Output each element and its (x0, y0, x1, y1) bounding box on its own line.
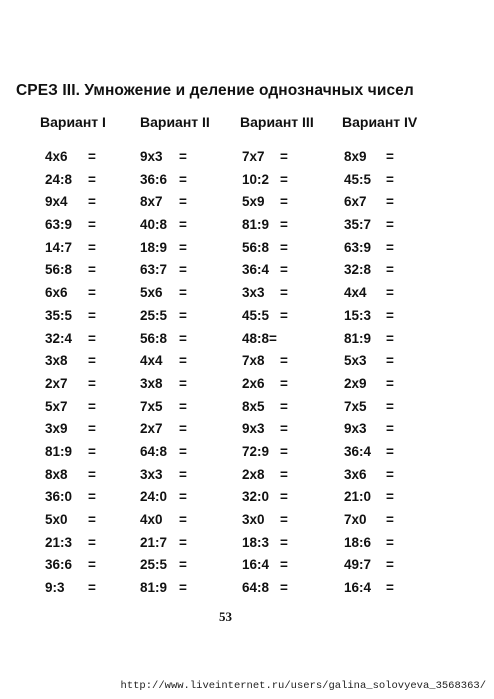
exercise-expression: 9:3 (45, 580, 65, 596)
equals-sign: = (179, 262, 187, 278)
exercise-expression: 3x9 (45, 421, 68, 437)
exercise-row (344, 259, 394, 282)
exercise-expression: 8x5 (242, 398, 265, 414)
equals-sign: = (88, 307, 96, 323)
equals-sign: = (280, 262, 288, 278)
equals-sign: = (280, 580, 288, 596)
exercise-row (140, 577, 187, 600)
exercise-row (45, 259, 96, 282)
exercise-expression: 64:8 (242, 580, 270, 596)
exercise-expression: 21:0 (344, 489, 372, 505)
exercise-row (140, 328, 187, 351)
exercise-row (45, 486, 96, 509)
equals-sign: = (88, 194, 96, 210)
exercise-row (242, 532, 288, 555)
exercise-row (242, 214, 288, 237)
exercise-expression: 36:0 (45, 489, 73, 505)
equals-sign: = (88, 466, 96, 482)
exercise-row (140, 169, 187, 192)
equals-sign: = (179, 285, 187, 301)
exercise-expression: 4x4 (140, 353, 163, 369)
equals-sign: = (179, 239, 187, 255)
exercise-expression: 36:6 (140, 171, 168, 187)
exercise-row (242, 373, 288, 396)
exercise-row (242, 350, 288, 373)
equals-sign: = (386, 466, 394, 482)
equals-sign: = (386, 421, 394, 437)
exercise-expression: 32:8 (344, 262, 372, 278)
exercise-expression: 9x3 (242, 421, 265, 437)
equals-sign: = (386, 307, 394, 323)
exercise-expression: 81:9 (242, 217, 270, 233)
equals-sign: = (88, 171, 96, 187)
exercise-row (45, 214, 96, 237)
equals-sign: = (280, 149, 288, 164)
exercise-row (45, 396, 96, 419)
exercise-row (242, 441, 288, 464)
equals-sign: = (179, 557, 187, 573)
exercise-row (344, 146, 394, 169)
exercise-row (344, 532, 394, 555)
equals-sign: = (386, 171, 394, 187)
exercise-row (344, 169, 394, 192)
equals-sign: = (386, 443, 394, 459)
exercise-row (344, 441, 394, 464)
exercise-expression: 7x0 (344, 512, 367, 527)
exercise-row (242, 509, 288, 532)
exercise-row (45, 169, 96, 192)
equals-sign: = (386, 557, 394, 573)
exercise-expression: 16:4 (344, 580, 372, 596)
equals-sign: = (386, 149, 394, 164)
equals-sign: = (280, 307, 288, 323)
exercise-row (140, 418, 187, 441)
exercise-expression: 5x6 (140, 285, 163, 301)
exercise-expression: 36:4 (242, 262, 270, 278)
exercise-expression: 49:7 (344, 557, 372, 573)
exercise-expression: 8x7 (140, 194, 163, 210)
equals-sign: = (88, 398, 96, 414)
exercise-expression: 9x4 (45, 194, 68, 210)
equals-sign: = (88, 375, 96, 391)
equals-sign: = (386, 534, 394, 550)
exercise-row (140, 532, 187, 555)
equals-sign: = (179, 443, 187, 459)
exercise-row (45, 441, 96, 464)
equals-sign: = (386, 375, 394, 391)
exercise-row (242, 396, 288, 419)
exercise-expression: 63:9 (344, 239, 372, 255)
exercise-row (45, 146, 96, 169)
exercise-expression: 64:8 (140, 443, 168, 459)
variant-column-2 (140, 146, 187, 600)
exercise-row (344, 305, 394, 328)
exercise-row (140, 396, 187, 419)
exercise-expression: 56:8 (242, 239, 270, 255)
exercise-expression: 45:5 (344, 171, 372, 187)
exercise-expression: 4x4 (344, 285, 367, 301)
exercise-row (140, 350, 187, 373)
exercise-expression: 6x7 (344, 194, 367, 210)
exercise-row (344, 509, 394, 532)
exercise-row (242, 237, 288, 260)
exercise-expression: 7x5 (344, 398, 367, 414)
equals-sign: = (179, 171, 187, 187)
exercise-row (344, 464, 394, 487)
exercise-expression: 10:2 (242, 171, 270, 187)
exercise-row (45, 418, 96, 441)
equals-sign: = (280, 217, 288, 233)
exercise-expression: 5x9 (242, 194, 265, 210)
exercise-expression: 21:7 (140, 534, 168, 550)
exercise-row (344, 486, 394, 509)
equals-sign: = (179, 307, 187, 323)
equals-sign: = (88, 489, 96, 505)
equals-sign: = (280, 489, 288, 505)
equals-sign: = (88, 262, 96, 278)
exercise-row (344, 554, 394, 577)
equals-sign: = (280, 443, 288, 459)
equals-sign: = (280, 512, 288, 527)
equals-sign: = (386, 239, 394, 255)
exercise-row (45, 532, 96, 555)
exercise-row (45, 464, 96, 487)
exercise-row (344, 191, 394, 214)
exercise-expression: 3x0 (242, 512, 265, 527)
equals-sign: = (179, 217, 187, 233)
exercise-expression: 3x8 (45, 353, 68, 369)
equals-sign: = (88, 443, 96, 459)
equals-sign: = (88, 239, 96, 255)
source-url-link[interactable]: http://www.liveinternet.ru/users/galina_solovyeva_3568363/ (120, 680, 486, 692)
exercise-expression: 3x8 (140, 375, 163, 391)
exercise-row (242, 554, 288, 577)
equals-sign: = (179, 330, 187, 346)
exercise-row (344, 214, 394, 237)
exercise-expression: 7x5 (140, 398, 163, 414)
exercise-row (45, 350, 96, 373)
exercise-expression: 9x3 (140, 149, 163, 164)
exercise-expression: 14:7 (45, 239, 73, 255)
equals-sign: = (179, 194, 187, 210)
exercise-expression: 36:4 (344, 443, 372, 459)
equals-sign: = (179, 534, 187, 550)
equals-sign: = (386, 512, 394, 527)
variant-column-3 (242, 146, 288, 600)
exercise-expression: 4x6 (45, 149, 68, 164)
variant-header-3: Вариант III (240, 114, 314, 130)
equals-sign: = (179, 398, 187, 414)
exercise-row (140, 282, 187, 305)
equals-sign: = (386, 194, 394, 210)
exercise-expression: 24:0 (140, 489, 168, 505)
exercise-expression: 32:4 (45, 330, 73, 346)
exercise-row (242, 191, 288, 214)
exercise-row (140, 259, 187, 282)
exercise-row (344, 282, 394, 305)
exercise-expression: 5x0 (45, 512, 68, 527)
exercise-row (242, 464, 288, 487)
exercise-expression: 7x8 (242, 353, 265, 369)
exercise-row (242, 486, 288, 509)
exercise-expression: 40:8 (140, 217, 168, 233)
equals-sign: = (386, 398, 394, 414)
equals-sign: = (280, 194, 288, 210)
equals-sign: = (88, 421, 96, 437)
equals-sign: = (88, 557, 96, 573)
exercise-expression: 2x7 (45, 375, 68, 391)
exercise-expression: 5x3 (344, 353, 367, 369)
exercise-expression: 25:5 (140, 307, 168, 323)
exercise-row (45, 373, 96, 396)
exercise-expression: 35:5 (45, 307, 73, 323)
equals-sign: = (386, 330, 394, 346)
equals-sign: = (179, 421, 187, 437)
exercise-expression: 4x0 (140, 512, 163, 527)
exercise-row (344, 373, 394, 396)
exercise-row (242, 418, 288, 441)
exercise-row (45, 237, 96, 260)
equals-sign: = (386, 580, 394, 596)
exercise-row (140, 441, 187, 464)
equals-sign: = (88, 217, 96, 233)
exercise-expression: 2x8 (242, 466, 265, 482)
page-number: 53 (219, 609, 232, 624)
equals-sign: = (88, 512, 96, 527)
equals-sign: = (386, 353, 394, 369)
equals-sign: = (179, 580, 187, 596)
equals-sign: = (280, 398, 288, 414)
exercise-row (140, 214, 187, 237)
equals-sign: = (179, 466, 187, 482)
exercise-row (344, 418, 394, 441)
exercise-expression: 2x6 (242, 375, 265, 391)
variant-column-4 (344, 146, 394, 600)
equals-sign: = (88, 353, 96, 369)
exercise-expression: 9x3 (344, 421, 367, 437)
exercise-expression: 24:8 (45, 171, 73, 187)
variant-header-4: Вариант IV (342, 114, 418, 130)
exercise-expression: 3x3 (140, 466, 163, 482)
exercise-row (140, 373, 187, 396)
equals-sign: = (386, 489, 394, 505)
exercise-row (140, 237, 187, 260)
exercise-expression: 5x7 (45, 398, 68, 414)
exercise-expression: 3x6 (344, 466, 367, 482)
exercise-row (344, 350, 394, 373)
variant-column-1 (45, 146, 96, 600)
exercise-expression: 32:0 (242, 489, 270, 505)
exercise-expression: 56:8 (140, 330, 168, 346)
equals-sign: = (280, 466, 288, 482)
exercise-expression: 63:7 (140, 262, 168, 278)
exercise-expression: 6x6 (45, 285, 68, 301)
exercise-row (45, 305, 96, 328)
equals-sign: = (280, 534, 288, 550)
exercise-row (140, 146, 187, 169)
exercise-row (140, 509, 187, 532)
exercise-expression: 81:9 (45, 443, 73, 459)
exercise-row (344, 237, 394, 260)
page-title: СРЕЗ III. Умножение и деление однозначных чисел (16, 82, 414, 99)
exercise-expression: 56:8 (45, 262, 73, 278)
equals-sign: = (386, 217, 394, 233)
exercise-row (140, 554, 187, 577)
equals-sign: = (280, 239, 288, 255)
exercise-row (140, 305, 187, 328)
exercise-expression: 81:9 (140, 580, 168, 596)
exercise-expression: 25:5 (140, 557, 168, 573)
exercise-row (344, 328, 394, 351)
exercise-row (140, 464, 187, 487)
equals-sign: = (280, 375, 288, 391)
exercise-row (242, 328, 277, 351)
exercise-expression: 18:6 (344, 534, 372, 550)
exercise-expression: 16:4 (242, 557, 270, 573)
exercise-row (45, 509, 96, 532)
exercise-row (242, 577, 288, 600)
exercise-row (140, 191, 187, 214)
exercise-expression: 81:9 (344, 330, 372, 346)
exercise-row (45, 328, 96, 351)
exercise-row (45, 191, 96, 214)
exercise-row (344, 396, 394, 419)
equals-sign: = (179, 489, 187, 505)
exercise-row (344, 577, 394, 600)
exercise-row (45, 282, 96, 305)
exercise-row (242, 305, 288, 328)
exercise-expression: 15:3 (344, 307, 372, 323)
exercise-row (45, 577, 96, 600)
exercise-expression: 7x7 (242, 149, 265, 164)
exercise-expression: 45:5 (242, 307, 270, 323)
equals-sign: = (88, 285, 96, 301)
equals-sign: = (88, 330, 96, 346)
exercise-expression: 2x7 (140, 421, 163, 437)
exercise-expression: 8x9 (344, 149, 367, 164)
exercise-row (242, 259, 288, 282)
equals-sign: = (179, 512, 187, 527)
exercise-expression: 8x8 (45, 466, 68, 482)
exercise-expression: 72:9 (242, 443, 270, 459)
equals-sign: = (280, 353, 288, 369)
exercise-expression: 18:3 (242, 534, 270, 550)
exercise-row (242, 282, 288, 305)
equals-sign: = (179, 375, 187, 391)
equals-sign: = (88, 149, 96, 164)
exercise-row (242, 169, 288, 192)
equals-sign: = (280, 285, 288, 301)
equals-sign: = (386, 262, 394, 278)
exercise-row (45, 554, 96, 577)
exercise-expression: 18:9 (140, 239, 168, 255)
exercise-expression: 21:3 (45, 534, 73, 550)
exercise-expression: 35:7 (344, 217, 372, 233)
equals-sign: = (280, 557, 288, 573)
exercise-expression: 3x3 (242, 285, 265, 301)
equals-sign: = (88, 580, 96, 596)
exercise-expression: 36:6 (45, 557, 73, 573)
equals-sign: = (179, 149, 187, 164)
exercise-expression: 48:8= (242, 330, 277, 346)
variant-header-2: Вариант II (140, 114, 210, 130)
equals-sign: = (88, 534, 96, 550)
equals-sign: = (280, 421, 288, 437)
equals-sign: = (386, 285, 394, 301)
equals-sign: = (280, 171, 288, 187)
equals-sign: = (179, 353, 187, 369)
exercise-row (140, 486, 187, 509)
exercise-expression: 63:9 (45, 217, 73, 233)
exercise-row (242, 146, 288, 169)
exercise-expression: 2x9 (344, 375, 367, 391)
variant-header-1: Вариант I (40, 114, 106, 130)
